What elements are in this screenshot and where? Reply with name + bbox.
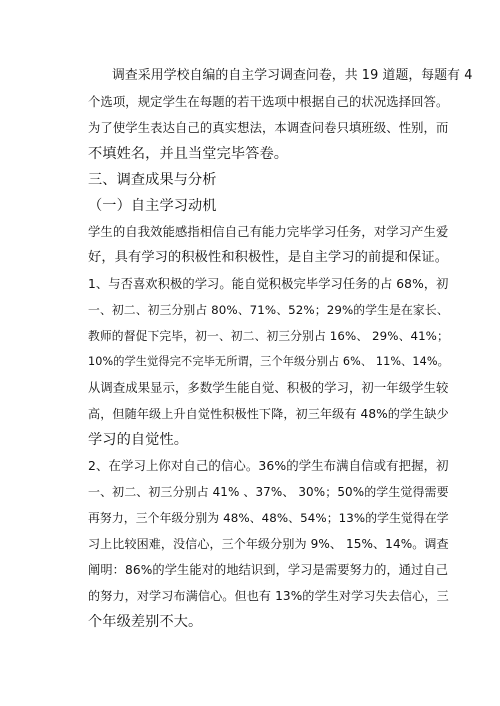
paragraph-line-14: 高，但随年级上升自觉性积极性下降，初三年级有 48%的学生缺少 <box>88 407 449 421</box>
paragraph-line-15: 学习的自觉性。 <box>88 432 189 448</box>
paragraph-line-21: 的努力，对学习布满信心。但也有 13%的学生对学习失去信心，三 <box>88 589 449 603</box>
paragraph-line-22: 个年级差别不大。 <box>88 614 203 630</box>
paragraph-line-2: 个选项，规定学生在每题的若干选项中根据自己的状况选择回答。 <box>88 95 449 109</box>
paragraph-line-12: 10%的学生觉得完不完毕无所谓，三个年级分别占 6%、 11%、14%。 <box>88 355 449 368</box>
paragraph-line-19: 习上比较困难，没信心，三个年级分别为 9%、 15%、14%。调查 <box>88 537 449 551</box>
paragraph-line-11: 教师的督促下完毕，初一、初二、初三分别占 16%、 29%、41%； <box>88 329 449 343</box>
paragraph-line-13: 从调查成果显示，多数学生能自觉、积极的学习，初一年级学生较 <box>88 381 449 395</box>
paragraph-line-17: 一、初二、初三分别占 41% 、37%、 30%；50%的学生觉得需要 <box>88 485 449 499</box>
paragraph-line-1: 调查采用学校自编的自主学习调查问卷，共 19 道题，每题有 4 <box>112 68 473 83</box>
subsection-heading: （一）自主学习动机 <box>88 198 217 214</box>
paragraph-line-9: 1、与否喜欢积极的学习。能自觉积极完毕学习任务的占 68%，初 <box>88 277 449 291</box>
paragraph-line-3: 为了使学生表达自己的真实想法，本调查问卷只填班级、性别，而 <box>88 121 449 135</box>
section-heading: 三、调查成果与分析 <box>88 172 217 188</box>
paragraph-line-10: 一、初二、初三分别占 80%、71%、52%；29%的学生是在家长、 <box>88 303 449 317</box>
paragraph-line-16: 2、在学习上你对自己的信心。36%的学生布满自信或有把握，初 <box>88 458 449 473</box>
paragraph-line-7: 学生的自我效能感指相信自己有能力完毕学习任务，对学习产生爱 <box>88 225 449 239</box>
paragraph-line-8: 好，具有学习的积极性和积极性，是自主学习的前提和保证。 <box>88 250 449 265</box>
paragraph-line-20: 阐明：86%的学生能对的地结识到，学习是需要努力的，通过自己 <box>88 563 449 577</box>
paragraph-line-4: 不填姓名，并且当堂完毕答卷。 <box>88 146 289 162</box>
paragraph-line-18: 再努力，三个年级分别为 48%、48%、54%；13%的学生觉得在学 <box>88 511 449 525</box>
